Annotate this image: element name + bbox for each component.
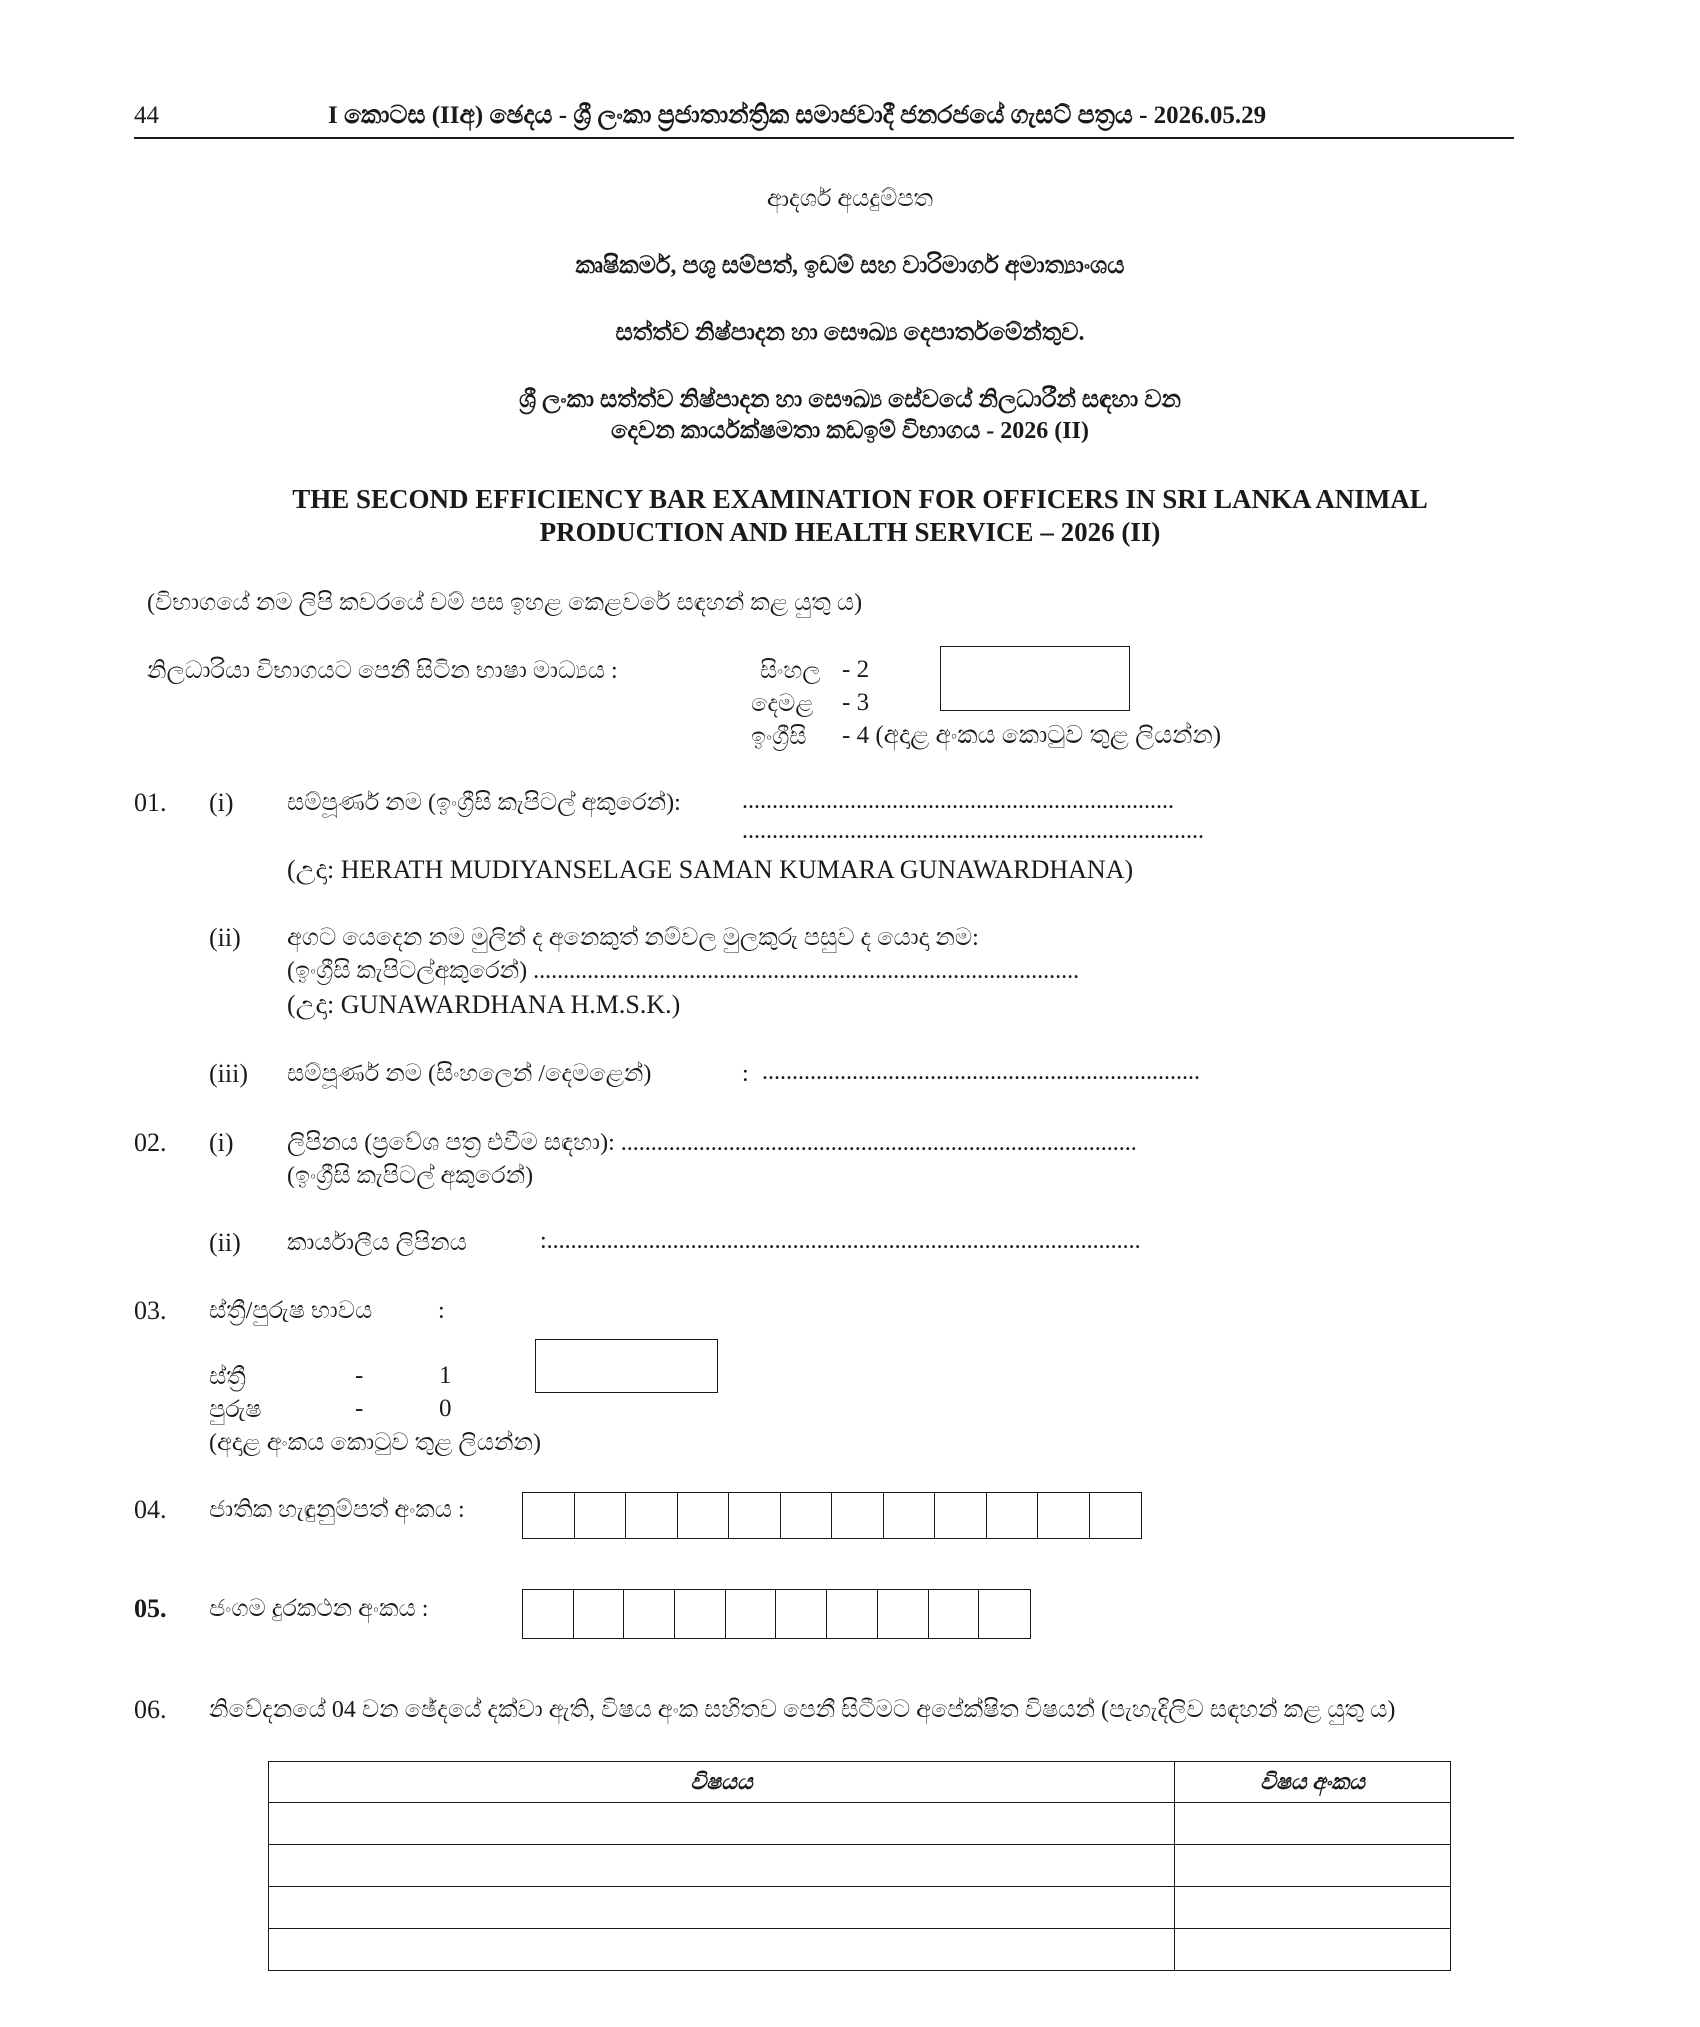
subject-number-cell[interactable] xyxy=(1175,1929,1451,1971)
q06-label: නිවේදනයේ 04 වන ඡේදයේ දක්වා ඇති, විෂය අංක සහිතව පෙනී සිටීමට අපේක්ෂිත විෂයන් (පැහැදිලිව සඳහන් කළ යුතු ය) xyxy=(209,1697,1396,1723)
subject-cell[interactable] xyxy=(269,1845,1175,1887)
table-row xyxy=(269,1929,1451,1971)
q02-ii-number: (ii) xyxy=(209,1228,241,1257)
medium-code-english: - 4 (අදාළ අංකය කොටුව තුළ ලියන්න) xyxy=(842,722,1222,749)
exam-title-si-line1: ශ්‍රී ලංකා සත්ත්ව නිෂ්පාදන හා සෞඛ්‍ය සේවයේ නිලධාරීන් සඳහා වන xyxy=(519,387,1181,413)
mobile-digit-box[interactable] xyxy=(624,1590,675,1638)
exam-title-en-line2: PRODUCTION AND HEALTH SERVICE – 2026 (II) xyxy=(539,517,1161,547)
subject-number-column-header: විෂය අංකය xyxy=(1175,1762,1451,1803)
subject-number-cell[interactable] xyxy=(1175,1803,1451,1845)
q01-iii-colon: : xyxy=(742,1061,749,1087)
nic-digit-box[interactable] xyxy=(729,1493,781,1538)
medium-code-sinhala: - 2 xyxy=(842,656,870,683)
gender-code-box[interactable] xyxy=(535,1339,718,1393)
q03-female-dash: - xyxy=(355,1362,364,1389)
department-name: සත්ත්ව නිෂ්පාදන හා සෞඛ්‍ය දෙපාර්තමේන්තුව. xyxy=(615,320,1085,346)
q02-number: 02. xyxy=(134,1128,167,1157)
mobile-digit-box[interactable] xyxy=(827,1590,878,1638)
medium-option-tamil: දෙමළ xyxy=(751,691,814,717)
nic-digit-box[interactable] xyxy=(935,1493,987,1538)
mobile-digit-box[interactable] xyxy=(574,1590,625,1638)
exam-title-si-line2: දෙවන කාර්යක්ෂමතා කඩඉම් විභාගය - 2026 (II) xyxy=(611,418,1089,444)
q01-iii-dots[interactable]: ......................................................................... xyxy=(762,1059,1200,1085)
mobile-digit-box[interactable] xyxy=(929,1590,980,1638)
nic-digit-box[interactable] xyxy=(575,1493,627,1538)
table-row xyxy=(269,1887,1451,1929)
subject-cell[interactable] xyxy=(269,1929,1175,1971)
nic-digit-box[interactable] xyxy=(1090,1493,1142,1538)
subject-number-cell[interactable] xyxy=(1175,1845,1451,1887)
page-number: 44 xyxy=(134,102,159,129)
q03-female-label: ස්ත්‍රී xyxy=(209,1364,246,1390)
header-rule xyxy=(134,137,1514,139)
q01-i-label: සම්පූර්ණ නම (ඉංග්‍රීසි කැපිටල් අකුරෙන්): xyxy=(287,790,681,816)
subject-column-header: විෂයය xyxy=(269,1762,1175,1803)
nic-digit-box[interactable] xyxy=(1038,1493,1090,1538)
q05-label: ජංගම දුරකථන අංකය : xyxy=(209,1596,429,1622)
q01-i-dots-line2[interactable]: ............................................................................. xyxy=(742,818,1204,844)
medium-option-sinhala: සිංහල xyxy=(760,658,821,684)
q03-number: 03. xyxy=(134,1296,167,1325)
mobile-digit-box[interactable] xyxy=(726,1590,777,1638)
q02-i-sub: (ඉංග්‍රීසි කැපිටල් අකුරෙන්) xyxy=(287,1163,534,1189)
q02-i-label[interactable]: ලිපිනය (ප්‍රවේශ පත්‍ර එවීම සඳහා): ...................................................................................... xyxy=(287,1130,1137,1156)
subjects-table xyxy=(268,1761,1451,1971)
exam-title-en-line1: THE SECOND EFFICIENCY BAR EXAMINATION FOR OFFICERS IN SRI LANKA ANIMAL xyxy=(292,484,1428,514)
q03-label: ස්ත්‍රී/පුරුෂ භාවය xyxy=(209,1298,373,1324)
q01-ii-number: (ii) xyxy=(209,923,241,952)
q04-number: 04. xyxy=(134,1495,167,1524)
q01-i-example: (උදා: HERATH MUDIYANSELAGE SAMAN KUMARA GUNAWARDHANA) xyxy=(287,855,1134,884)
nic-digit-box[interactable] xyxy=(987,1493,1039,1538)
q03-male-label: පුරුෂ xyxy=(209,1397,262,1423)
nic-digit-box[interactable] xyxy=(678,1493,730,1538)
envelope-note: (විභාගයේ නම ලිපි කවරයේ වම් පස ඉහළ කෙළවරේ සඳහන් කළ යුතු ය) xyxy=(147,590,863,616)
q02-ii-dots[interactable]: :................................................................................................... xyxy=(540,1228,1141,1254)
q01-i-dots-line1[interactable]: ........................................................................ xyxy=(742,788,1174,814)
nic-digit-box[interactable] xyxy=(523,1493,575,1538)
q04-label: ජාතික හැඳුනුම්පත් අංකය : xyxy=(209,1497,465,1523)
q05-number: 05. xyxy=(134,1594,167,1623)
mobile-digit-box[interactable] xyxy=(979,1590,1030,1638)
nic-digit-box[interactable] xyxy=(884,1493,936,1538)
q03-colon: : xyxy=(438,1298,445,1324)
medium-code-box[interactable] xyxy=(940,646,1130,711)
subject-cell[interactable] xyxy=(269,1803,1175,1845)
nic-digit-box[interactable] xyxy=(832,1493,884,1538)
q01-number: 01. xyxy=(134,788,167,817)
q03-note: (අදාළ අංකය කොටුව තුළ ලියන්න) xyxy=(209,1430,541,1456)
subject-cell[interactable] xyxy=(269,1887,1175,1929)
mobile-number-boxes[interactable] xyxy=(522,1589,1031,1639)
q01-ii-input[interactable]: (ඉංග්‍රීසි කැපිටල්අකුරෙන්) ........................................................................................... xyxy=(287,958,1080,984)
q03-male-dash: - xyxy=(355,1395,364,1422)
q06-number: 06. xyxy=(134,1695,167,1724)
medium-option-english: ඉංග්‍රීසි xyxy=(751,724,807,750)
mobile-digit-box[interactable] xyxy=(675,1590,726,1638)
nic-number-boxes[interactable] xyxy=(522,1492,1142,1539)
nic-digit-box[interactable] xyxy=(626,1493,678,1538)
table-row xyxy=(269,1803,1451,1845)
mobile-digit-box[interactable] xyxy=(776,1590,827,1638)
q03-male-code: 0 xyxy=(439,1395,452,1422)
q02-i-number: (i) xyxy=(209,1128,234,1157)
subject-number-cell[interactable] xyxy=(1175,1887,1451,1929)
mobile-digit-box[interactable] xyxy=(878,1590,929,1638)
mobile-digit-box[interactable] xyxy=(523,1590,574,1638)
q01-ii-example: (උදා: GUNAWARDHANA H.M.S.K.) xyxy=(287,990,681,1019)
medium-code-tamil: - 3 xyxy=(842,689,870,716)
running-title: I කොටස (IIඅ) ඡෙදය - ශ්‍රී ලංකා ප්‍රජාතාන්ත්‍රික සමාජවාදී ජනරජයේ ගැසට් පත්‍රය - 2026.05.29 xyxy=(328,102,1267,129)
nic-digit-box[interactable] xyxy=(781,1493,833,1538)
ministry-name: කෘෂිකර්ම, පශු සම්පත්, ඉඩම් සහ වාරිමාර්ග අමාත්‍යාංශය xyxy=(575,253,1125,279)
q03-female-code: 1 xyxy=(439,1362,452,1389)
form-title: ආදර්ශ අයදුම්පත xyxy=(766,186,934,212)
q01-ii-label: අගට යෙදෙන නම මුලින් ද අනෙකුත් නම්වල මුලකුරු පසුව ද යොදා නම: xyxy=(287,925,979,951)
q01-i-number: (i) xyxy=(209,788,234,817)
q01-iii-label: සම්පූර්ණ නම (සිංහලෙන් /දෙමළෙන්) xyxy=(287,1061,652,1087)
medium-label: නිලධාරියා විභාගයට පෙනී සිටින භාෂා මාධ්‍යය : xyxy=(147,658,618,684)
q02-ii-label: කාර්යාලීය ලිපිනය xyxy=(287,1230,467,1256)
q01-iii-number: (iii) xyxy=(209,1059,248,1088)
table-row xyxy=(269,1845,1451,1887)
